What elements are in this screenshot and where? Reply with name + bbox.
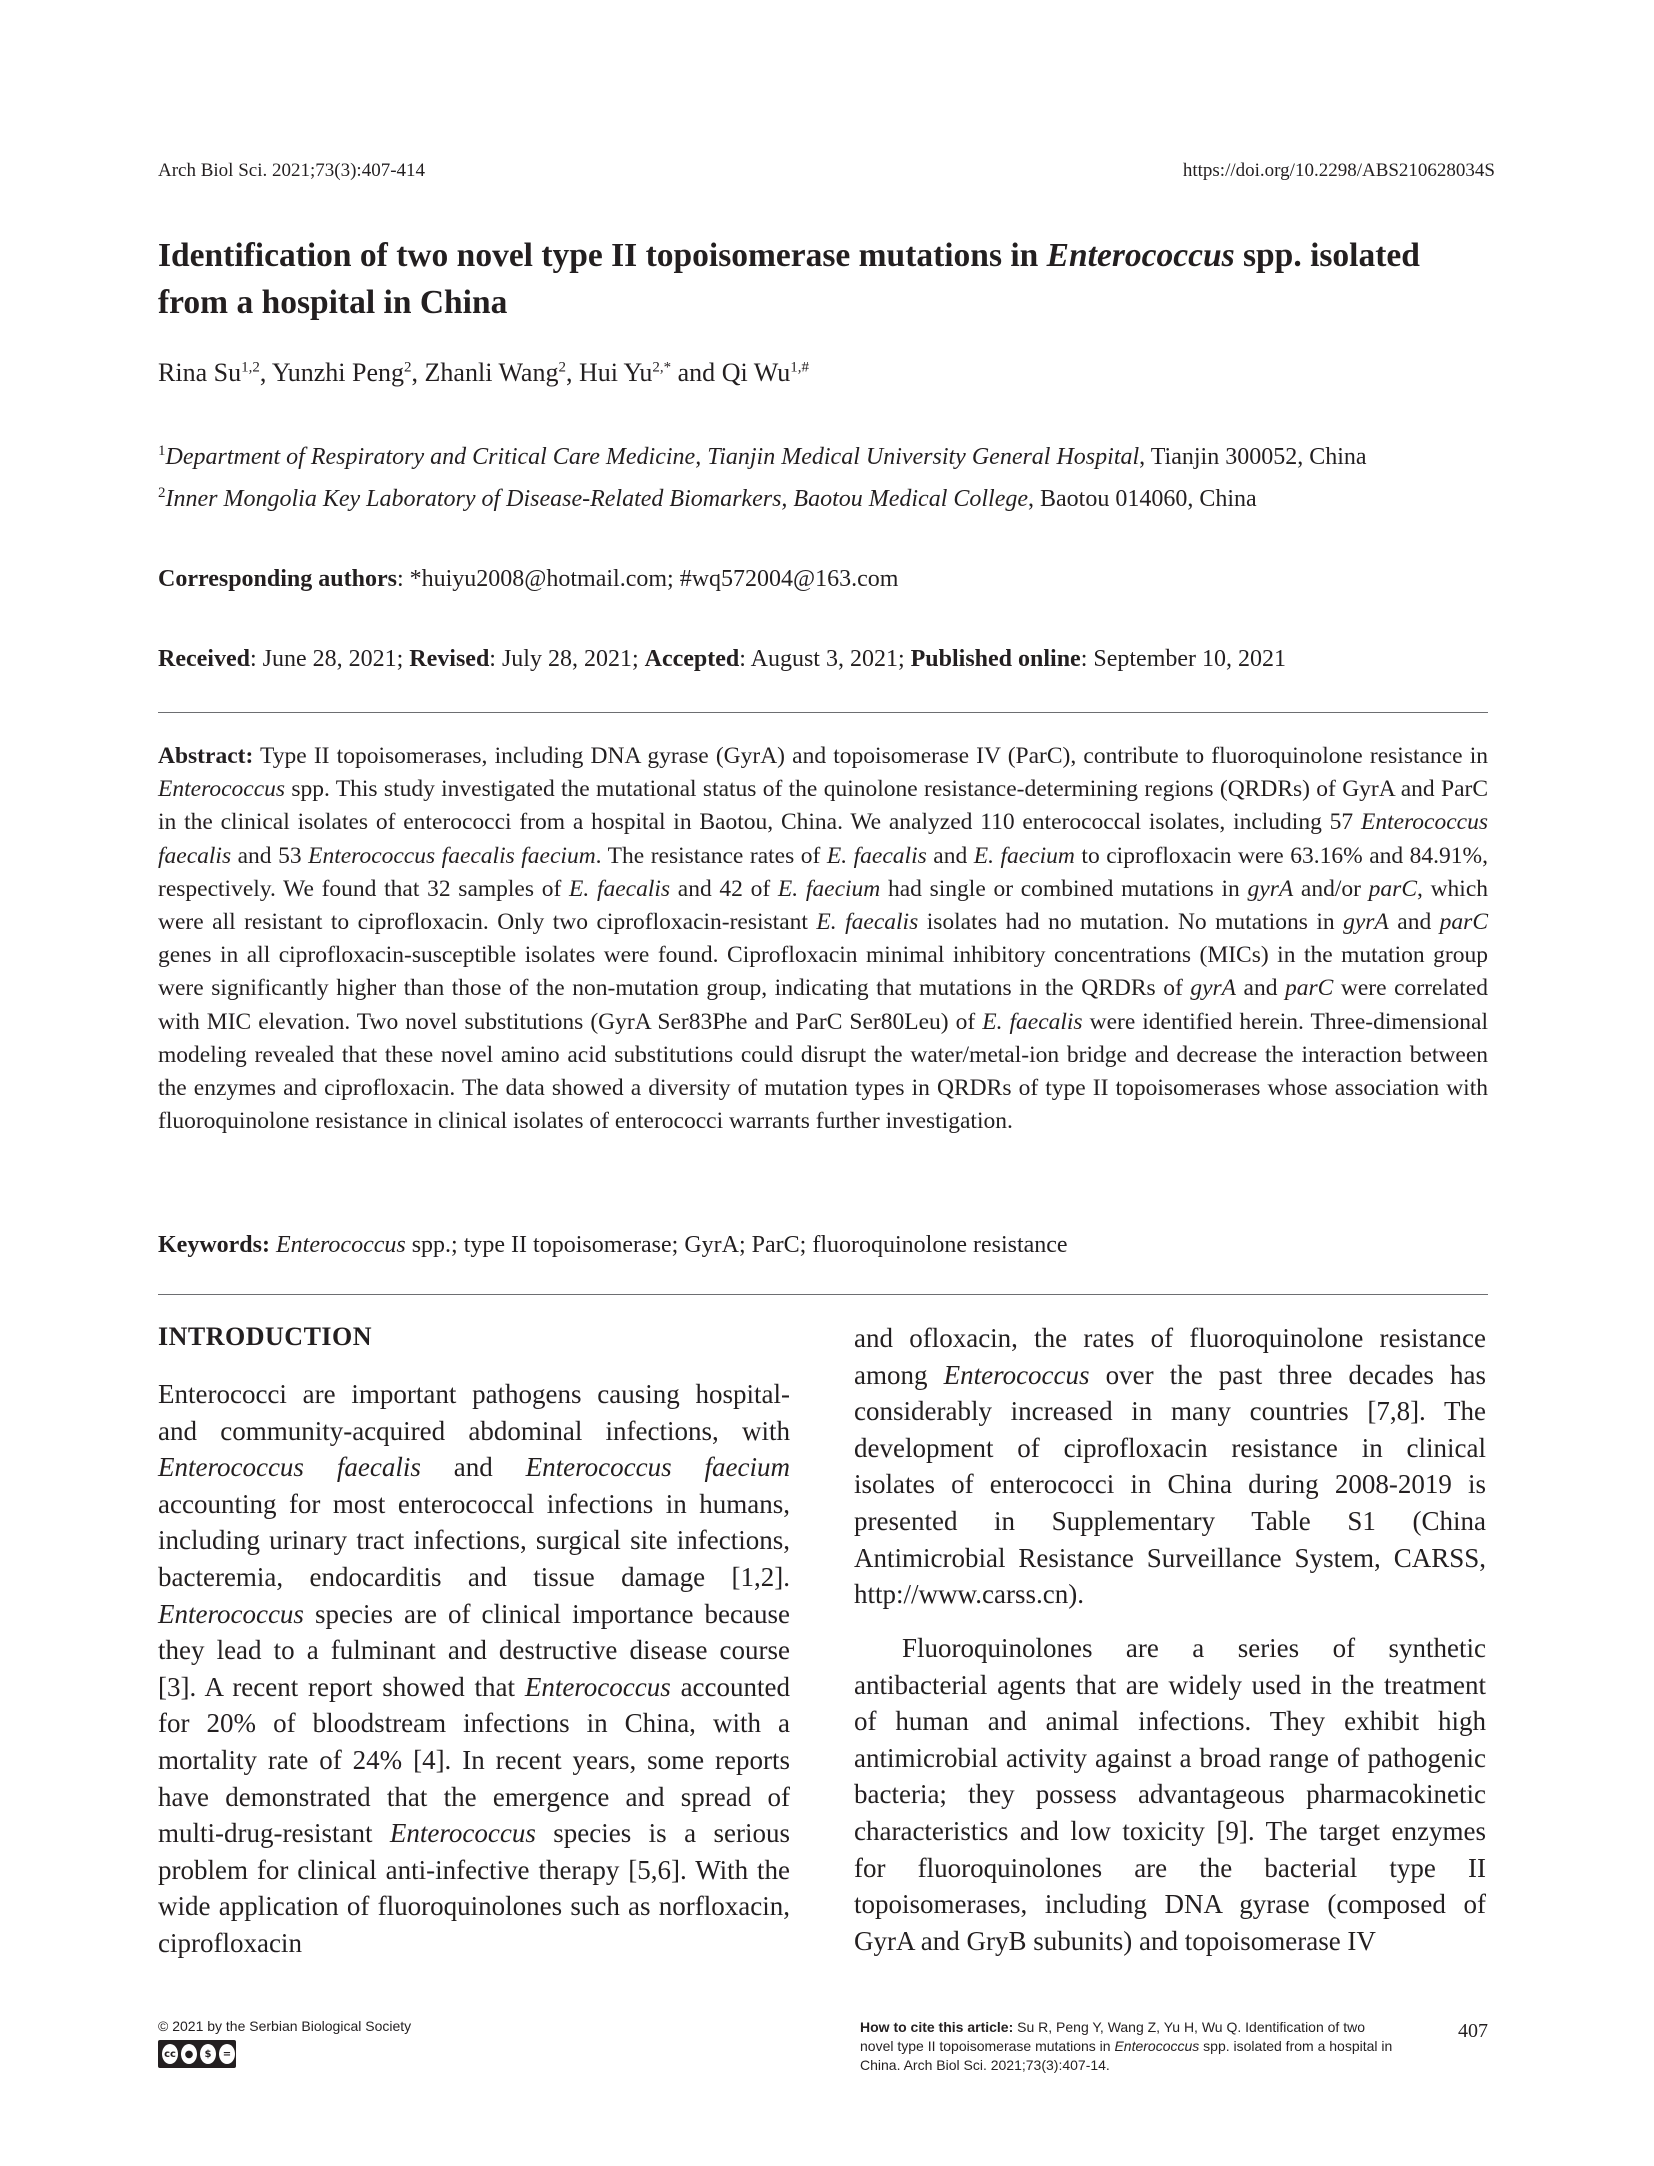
date-value: : July 28, 2021;: [489, 646, 645, 672]
text-run: Type II topoisomerases, including DNA gyrase (GyrA) and topoisomerase IV (ParC), contribute to fluoroquinolone resistance in: [253, 743, 1488, 769]
italic-term: gyrA: [1343, 909, 1389, 936]
divider: [158, 712, 1488, 713]
text-run: and: [1236, 975, 1286, 1002]
italic-term: E. faecium: [777, 875, 881, 902]
text-run: Enterococci are important pathogens causing hospital- and community-acquired abdominal infections, with: [158, 1379, 790, 1446]
section-heading-introduction: INTRODUCTION: [158, 1322, 373, 1351]
italic-term: Enterococcus faecalis: [158, 809, 1488, 869]
corresponding-authors: [158, 566, 898, 593]
citation-block: [860, 2018, 1400, 2075]
author-affiliation-marker: 2,*: [652, 359, 672, 376]
date-label: Received: [158, 646, 250, 672]
cc-icon: cc: [162, 2044, 178, 2064]
italic-term: Enterococcus: [275, 1232, 406, 1258]
italic-term: parC: [1439, 909, 1488, 936]
author-separator: and: [671, 358, 722, 387]
text-run: and 42 of: [670, 875, 778, 902]
page-number: 407: [1458, 2020, 1488, 2042]
italic-term: Enterococcus faecalis faecium: [308, 842, 596, 869]
italic-term: Enterococcus faecalis: [158, 1452, 421, 1483]
italic-term: E. faecalis: [569, 875, 671, 902]
text-run: over the past three decades has considerably increased in many countries [7,8]. The development of ciprofloxacin resistance in clinical isolates of enterococci in China during 2008-2019 is presented in Supplementary Table S1 (China Antimicrobial Resistance Surveillance System, CARSS, http://www.carss.cn).: [854, 1359, 1486, 1610]
corresponding-label: Corresponding authors: [158, 566, 397, 592]
date-label: Accepted: [644, 646, 740, 672]
italic-term: Enterococcus: [1114, 2038, 1200, 2054]
text-run: were identified herein. Three-dimensional modeling revealed that these novel amino acid substitutions could disrupt the water/metal-ion bridge and decrease the interaction between the enzymes and ciprofloxacin. The data showed a diversity of mutation types in QRDRs of type II topoisomerases whose association with fluoroquinolone resistance in clinical isolates of enterococci warrants further investigation.: [158, 1008, 1489, 1135]
affiliation-1: [158, 444, 1367, 471]
text-run: and ofloxacin, the rates of fluoroquinolone resistance among: [854, 1323, 1486, 1390]
author-affiliation-marker: 1,2: [241, 359, 260, 376]
italic-term: E. faecalis: [826, 842, 927, 869]
text-run: and: [420, 1452, 526, 1483]
text-run: and: [1388, 909, 1440, 936]
author-separator: ,: [565, 358, 579, 387]
text-run: Su R, Peng Y, Wang Z, Yu H, Wu Q. Identification of two novel type II topoisomerase mutations in: [860, 2019, 1365, 2054]
author-name: Hui Yu: [578, 358, 653, 387]
affiliation-marker: 1: [158, 443, 166, 459]
keywords-body: [270, 1232, 1068, 1258]
keywords: [158, 1232, 1068, 1259]
text-run: and: [926, 842, 974, 869]
author-list: [158, 358, 809, 388]
italic-term: E. faecalis: [982, 1008, 1083, 1035]
date-value: : August 3, 2021;: [739, 646, 911, 672]
author-affiliation-marker: 1,#: [790, 359, 809, 376]
italic-term: Enterococcus: [158, 776, 286, 803]
copyright-notice: © 2021 by the Serbian Biological Society: [158, 2018, 412, 2034]
title-text: Identification of two novel type II topoisomerase mutations in: [158, 237, 1047, 274]
author-name: Zhanli Wang: [424, 358, 559, 387]
title-text-end: spp. isolated from a hospital in China: [158, 237, 1420, 321]
author-separator: ,: [259, 358, 272, 387]
date-value: : September 10, 2021: [1080, 646, 1287, 672]
affiliation-institution: Inner Mongolia Key Laboratory of Disease-Related Biomarkers, Baotou Medical College: [165, 486, 1029, 512]
italic-term: Enterococcus faecium: [525, 1452, 791, 1483]
author-separator: ,: [411, 358, 425, 387]
italic-term: Enterococcus: [389, 1818, 536, 1849]
keywords-label: Keywords:: [158, 1232, 270, 1258]
text-run: had single or combined mutations in: [880, 875, 1248, 902]
text-run: isolates had no mutation. No mutations in: [918, 909, 1344, 936]
author-affiliation-marker: 2: [558, 359, 566, 376]
italic-term: E. faecalis: [816, 909, 919, 936]
date-value: : June 28, 2021;: [249, 646, 410, 672]
corresponding-emails[interactable]: : *huiyu2008@hotmail.com; #wq572004@163.com: [396, 566, 899, 592]
italic-term: parC: [1368, 875, 1417, 902]
text-run: and/or: [1293, 875, 1369, 902]
noncommercial-icon: $: [200, 2044, 216, 2064]
journal-reference: Arch Biol Sci. 2021;73(3):407-414: [158, 160, 426, 181]
italic-term: parC: [1285, 975, 1334, 1002]
doi-link[interactable]: https://doi.org/10.2298/ABS210628034S: [1182, 160, 1495, 181]
date-label: Published online: [910, 646, 1081, 672]
affiliation-marker: 2: [158, 485, 166, 501]
text-run: accounting for most enterococcal infections in humans, including urinary tract infections, surgical site infections, bacteremia, endocarditis and tissue damage [1,2].: [158, 1488, 790, 1592]
italic-term: E. faecium: [973, 842, 1075, 869]
italic-term: gyrA: [1247, 875, 1294, 902]
text-run: spp. This study investigated the mutational status of the quinolone resistance-determining regions (QRDRs) of GyrA and ParC in the clinical isolates of enterococci from a hospital in Baotou, China. We analyzed 110 enterococcal isolates, including 57: [158, 776, 1488, 836]
text-run: genes in all ciprofloxacin-susceptible isolates were found. Ciprofloxacin minimal inhibitory concentrations (MICs) in the mutation group were significantly higher than those of the non-mutation group, indicating that mutations in the QRDRs of: [158, 942, 1488, 1002]
attribution-icon: ●: [181, 2044, 197, 2064]
intro-paragraph-2: [854, 1630, 1486, 1959]
abstract-label: Abstract:: [158, 743, 254, 769]
affiliation-2: [158, 486, 1257, 513]
italic-term: Enterococcus: [943, 1359, 1090, 1390]
divider: [158, 1294, 1488, 1295]
intro-paragraph-1-continued: [854, 1320, 1486, 1613]
citation-label: How to cite this article:: [860, 2019, 1014, 2035]
publication-dates: [158, 646, 1286, 673]
abstract-body: [158, 743, 1488, 1134]
text-run: to ciprofloxacin were 63.16% and 84.91%, respectively. We found that 32 samples of: [158, 842, 1488, 902]
article-title: [158, 232, 1498, 326]
date-label: Revised: [409, 646, 490, 672]
title-italic: Enterococcus: [1046, 237, 1235, 274]
text-run: accounted for 20% of bloodstream infections in China, with a mortality rate of 24% [4]. In recent years, some reports have demonstrated that the emergence and spread of multi-drug-resistant: [158, 1671, 790, 1849]
author-name: Yunzhi Peng: [271, 358, 405, 387]
cc-by-nc-nd-icon[interactable]: [158, 2040, 236, 2068]
affiliation-institution: Department of Respiratory and Critical Care Medicine, Tianjin Medical University General Hospital: [165, 444, 1140, 470]
text-run: species is a serious problem for clinical anti-infective therapy [5,6]. With the wide application of fluoroquinolones such as norfloxacin, ciprofloxacin: [158, 1818, 790, 1958]
noderivatives-icon: =: [219, 2044, 235, 2064]
affiliation-location: , Baotou 014060, China: [1028, 486, 1257, 512]
text-run: were correlated with MIC elevation. Two novel substitutions (GyrA Ser83Phe and ParC Ser80Leu) of: [158, 975, 1489, 1035]
italic-term: Enterococcus: [158, 1598, 304, 1629]
author-name: Qi Wu: [721, 358, 791, 387]
text-run: , which were all resistant to ciprofloxacin. Only two ciprofloxacin-resistant: [158, 875, 1489, 936]
italic-term: Enterococcus: [524, 1671, 671, 1702]
text-run: spp.; type II topoisomerase; GyrA; ParC; fluoroquinolone resistance: [405, 1232, 1068, 1258]
abstract: [158, 740, 1488, 1138]
author-affiliation-marker: 2: [404, 359, 412, 376]
text-run: spp. isolated from a hospital in China. Arch Biol Sci. 2021;73(3):407-14.: [860, 2038, 1393, 2073]
affiliation-location: , Tianjin 300052, China: [1139, 444, 1367, 470]
text-run: and 53: [231, 842, 309, 869]
italic-term: gyrA: [1190, 975, 1236, 1002]
author-name: Rina Su: [158, 358, 242, 387]
intro-paragraph-1: [158, 1376, 790, 1962]
text-run: . The resistance rates of: [595, 842, 827, 869]
text-run: species are of clinical importance because they lead to a fulminant and destructive disease course [3]. A recent report showed that: [158, 1598, 790, 1702]
text-run: Fluoroquinolones are a series of synthetic antibacterial agents that are widely used in the treatment of human and animal infections. They exhibit high antimicrobial activity against a broad range of pathogenic bacteria; they possess advantageous pharmacokinetic characteristics and low toxicity [9]. The target enzymes for fluoroquinolones are the bacterial type II topoisomerases, including DNA gyrase (composed of GyrA and GryB subunits) and topoisomerase IV: [854, 1633, 1486, 1956]
